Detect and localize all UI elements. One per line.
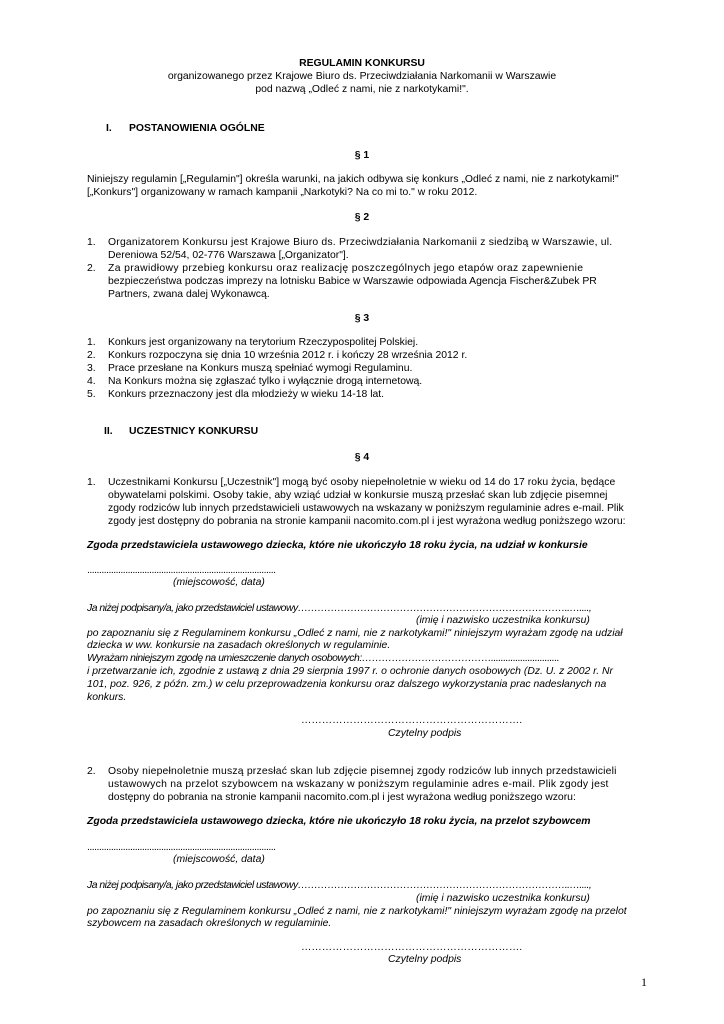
paragraph-1-line-2: [„Konkurs"] organizowany w ramach kampanii „Narkotyki? Na co mi to." w roku 2012. [87,187,478,198]
paragraph-3-item-5-number: 5. [87,389,96,400]
consent-form-1-place-date-label: (miejscowość, data) [173,577,265,588]
paragraph-4-item-2-line-3: dostępny do pobrania na stronie kampanii nacomito.com.pl i jest wyrażona według poniższego wzoru: [108,792,576,803]
paragraph-3-item-1-text: Konkurs jest organizowany na terytorium Rzeczypospolitej Polskiej. [108,337,419,348]
paragraph-4-item-1-line-3: zgody rodziców lub innych przedstawicieli ustawowych na wskazany w poniższym regulaminie adres e-mail. Plik [108,503,624,514]
section-1-heading: POSTANOWIENIA OGÓLNE [129,123,265,134]
paragraph-4-item-1-line-2: obywatelami polskimi. Osoby takie, aby wziąć udział w konkursie muszą przesłać skan lub zdjęcie pisemnej [108,490,608,501]
paragraph-1-line-1: Niniejszy regulamin [„Regulamin"] określa warunki, na jakich odbywa się konkurs „Odleć z nami, nie z narkotykami!" [87,174,619,185]
consent-form-1-consent-line-1: po zapoznaniu się z Regulaminem konkursu „Odleć z nami, nie z narkotykami!" niniejszym wyrażam zgodę na udział [87,628,623,639]
section-2-numeral: II. [104,426,113,437]
consent-form-2-place-date-field: ............................................................................... [87,842,276,853]
paragraph-2-item-2-line-2: bezpieczeństwa podczas imprezy na lotnisku Babice w Warszawie odpowiada Agencja Fischer&Zubek PR [108,276,597,287]
paragraph-2-sign: § 2 [354,212,370,223]
paragraph-3-item-4-number: 4. [87,376,96,387]
consent-form-2-consent-line-2: szybowcem na zasadach określonych w regulaminie. [87,918,332,929]
paragraph-3-item-1-number: 1. [87,337,96,348]
document-title: REGULAMIN KONKURSU [299,58,425,69]
paragraph-2-item-1-line-1: Organizatorem Konkursu jest Krajowe Biuro ds. Przeciwdziałania Narkomanii z siedzibą w Warszawie, ul. [108,237,613,248]
paragraph-3-sign: § 3 [354,313,370,324]
paragraph-1-sign: § 1 [354,150,370,161]
paragraph-2-item-2-line-3: Partners, zwana dalej Wykonawcą. [108,289,270,300]
document-subtitle-contest-name: pod nazwą „Odleć z nami, nie z narkotykami!". [255,84,469,95]
paragraph-2-item-1-number: 1. [87,237,96,248]
paragraph-2-item-2-number: 2. [87,263,96,274]
paragraph-4-item-2-line-1: Osoby niepełnoletnie muszą przesłać skan lub zdjęcie pisemnej zgody rodziców lub innych przedstawicieli [108,766,617,777]
paragraph-4-item-2-line-2: ustawowych na przelot szybowcem na wskazany w poniższym regulaminie adres e-mail. Plik zgody jest [108,779,609,790]
document-subtitle-organizer: organizowanego przez Krajowe Biuro ds. Przeciwdziałania Narkomanii w Warszawie [167,71,557,82]
consent-form-2-consent-line-1: po zapoznaniu się z Regulaminem konkursu „Odleć z nami, nie z narkotykami!" niniejszym wyrażam zgodę na przelot [87,906,627,917]
page-number: 1 [641,975,647,989]
consent-form-2-place-date-label: (miejscowość, data) [173,854,265,865]
section-2-heading: UCZESTNICY KONKURSU [129,426,259,437]
consent-form-2-signature-field: ………………………………………………………. [301,942,523,953]
consent-form-2-signer-line: Ja niżej podpisany/a, jako przedstawiciel ustawowy………………………………………………………………………..…...., [87,880,592,891]
consent-form-1-signer-line: Ja niżej podpisany/a, jako przedstawiciel ustawowy………………………………………………………………………..…...., [87,603,592,614]
consent-form-1-consent-line-2: dziecka w ww. konkursie na zasadach określonych w regulaminie. [87,640,391,651]
paragraph-4-sign: § 4 [354,452,370,463]
consent-form-1-data-line-4: konkurs. [87,692,127,703]
consent-form-1-place-date-field: ............................................................................... [87,565,276,576]
paragraph-3-item-3-number: 3. [87,363,96,374]
paragraph-3-item-2-number: 2. [87,350,96,361]
consent-form-1-data-line-3: 101, poz. 926, z późn. zm.) w celu przeprowadzenia konkursu oraz dalszego wykorzystania prac nadesłanych na [87,679,607,690]
consent-form-1-signature-label: Czytelny podpis [388,728,462,739]
paragraph-4-item-2-number: 2. [87,766,96,777]
consent-form-1-data-line-1: Wyrażam niniejszym zgodę na umieszczenie danych osobowych:…………………………………............................ [87,653,560,664]
consent-form-2-signature-label: Czytelny podpis [388,954,462,965]
paragraph-3-item-3-text: Prace przesłane na Konkurs muszą spełniać wymogi Regulaminu. [108,363,413,374]
paragraph-2-item-1-line-2: Dereniowa 52/54, 02-776 Warszawa [„Organizator"]. [108,250,349,261]
consent-form-1-signature-field: ………………………………………………………. [301,715,523,726]
paragraph-3-item-2-text: Konkurs rozpoczyna się dnia 10 września 2012 r. i kończy 28 września 2012 r. [108,350,468,361]
paragraph-4-item-1-number: 1. [87,477,96,488]
consent-form-1-title: Zgoda przedstawiciela ustawowego dziecka, które nie ukończyło 18 roku życia, na udział w konkursie [87,540,588,551]
paragraph-3-item-4-text: Na Konkurs można się zgłaszać tylko i wyłącznie drogą internetową. [108,376,423,387]
consent-form-2-child-name-label: (imię i nazwisko uczestnika konkursu) [416,893,590,904]
consent-form-2-title: Zgoda przedstawiciela ustawowego dziecka, które nie ukończyło 18 roku życia, na przelot szybowcem [87,816,591,827]
section-1-numeral: I. [106,123,112,134]
paragraph-3-item-5-text: Konkurs przeznaczony jest dla młodzieży w wieku 14-18 lat. [108,389,385,400]
paragraph-2-item-2-line-1: Za prawidłowy przebieg konkursu oraz realizację poszczególnych jego etapów oraz zapewnienie [108,263,584,274]
paragraph-4-item-1-line-4: zgody jest dostępny do pobrania na stronie kampanii nacomito.com.pl i jest wyrażona według poniższego wzoru: [108,516,626,527]
consent-form-1-data-line-2: i przetwarzanie ich, zgodnie z ustawą z dnia 29 sierpnia 1997 r. o ochronie danych osobowych (Dz. U. z 2002 r. Nr [87,666,613,677]
paragraph-4-item-1-line-1: Uczestnikami Konkursu [„Uczestnik"] mogą być osoby niepełnoletnie w wieku od 14 do 17 roku życia, będące [108,477,616,488]
consent-form-1-child-name-label: (imię i nazwisko uczestnika konkursu) [416,615,590,626]
